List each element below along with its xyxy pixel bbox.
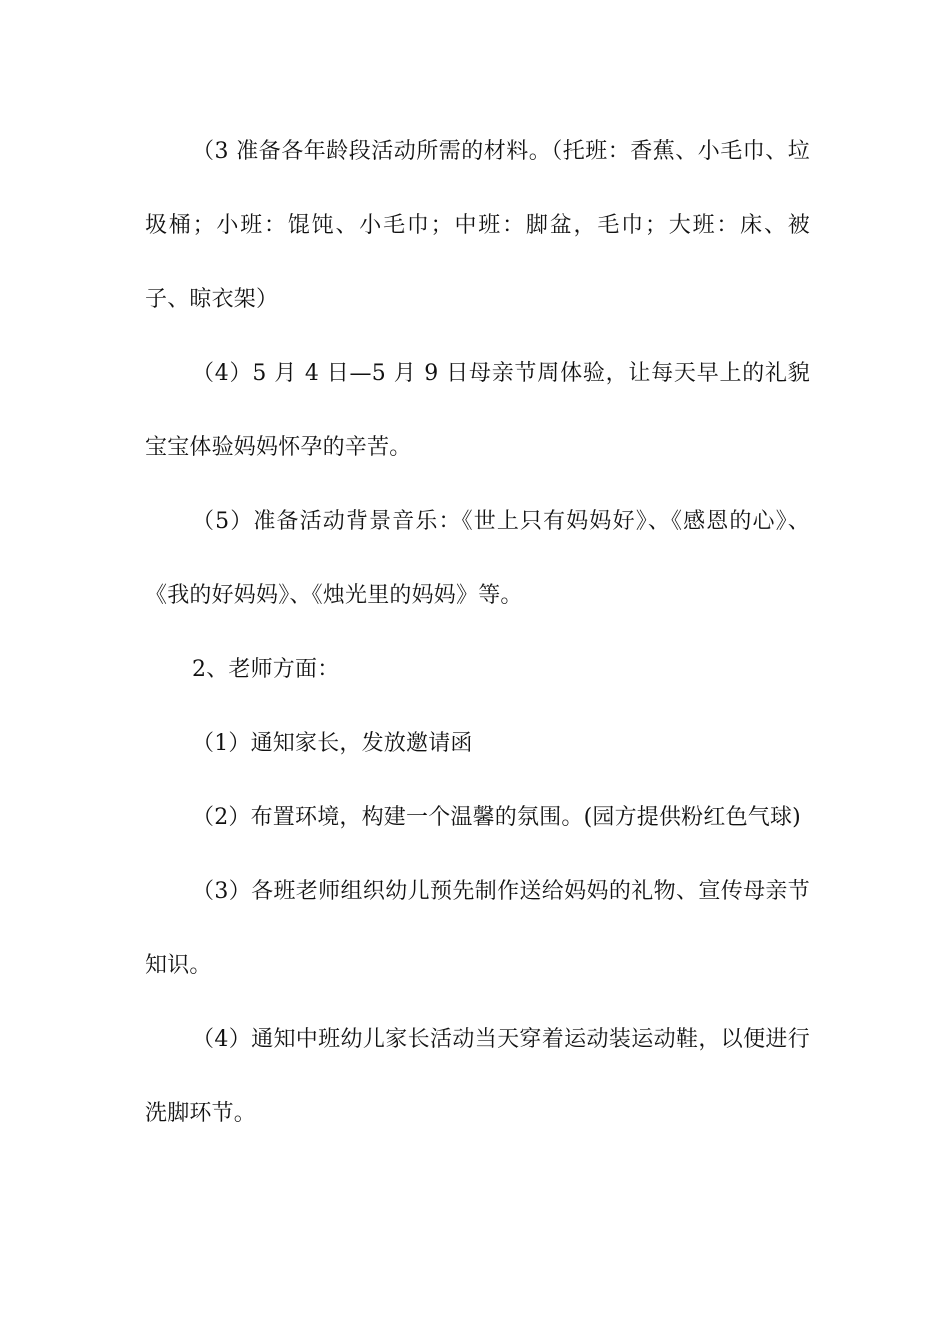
paragraph-foot-washing: （4）通知中班幼儿家长活动当天穿着运动装运动鞋，以便进行洗脚环节。 (145, 1027, 810, 1126)
paragraph-background-music: （5）准备活动背景音乐：《世上只有妈妈好》、《感恩的心》、《我的好妈妈》、《烛光里的妈妈》等。 (145, 509, 810, 608)
paragraph-materials: （3 准备各年龄段活动所需的材料。（托班：香蕉、小毛巾、垃圾桶；小班：馄饨、小毛巾；中班：脚盆，毛巾；大班：床、被子、晾衣架） (145, 139, 810, 312)
section-heading-teachers: 2、老师方面： (192, 657, 340, 682)
paragraph-environment: （2）布置环境，构建一个温馨的氛围。(园方提供粉红色气球) (192, 805, 801, 830)
paragraph-notify-parents: （1）通知家长，发放邀请函 (192, 731, 473, 756)
document-body (145, 115, 810, 1151)
paragraph-week-experience: （4）5 月 4 日—5 月 9 日母亲节周体验，让每天早上的礼貌宝宝体验妈妈怀孕的辛苦。 (145, 361, 810, 460)
paragraph-gifts: （3）各班老师组织幼儿预先制作送给妈妈的礼物、宣传母亲节知识。 (145, 879, 810, 978)
